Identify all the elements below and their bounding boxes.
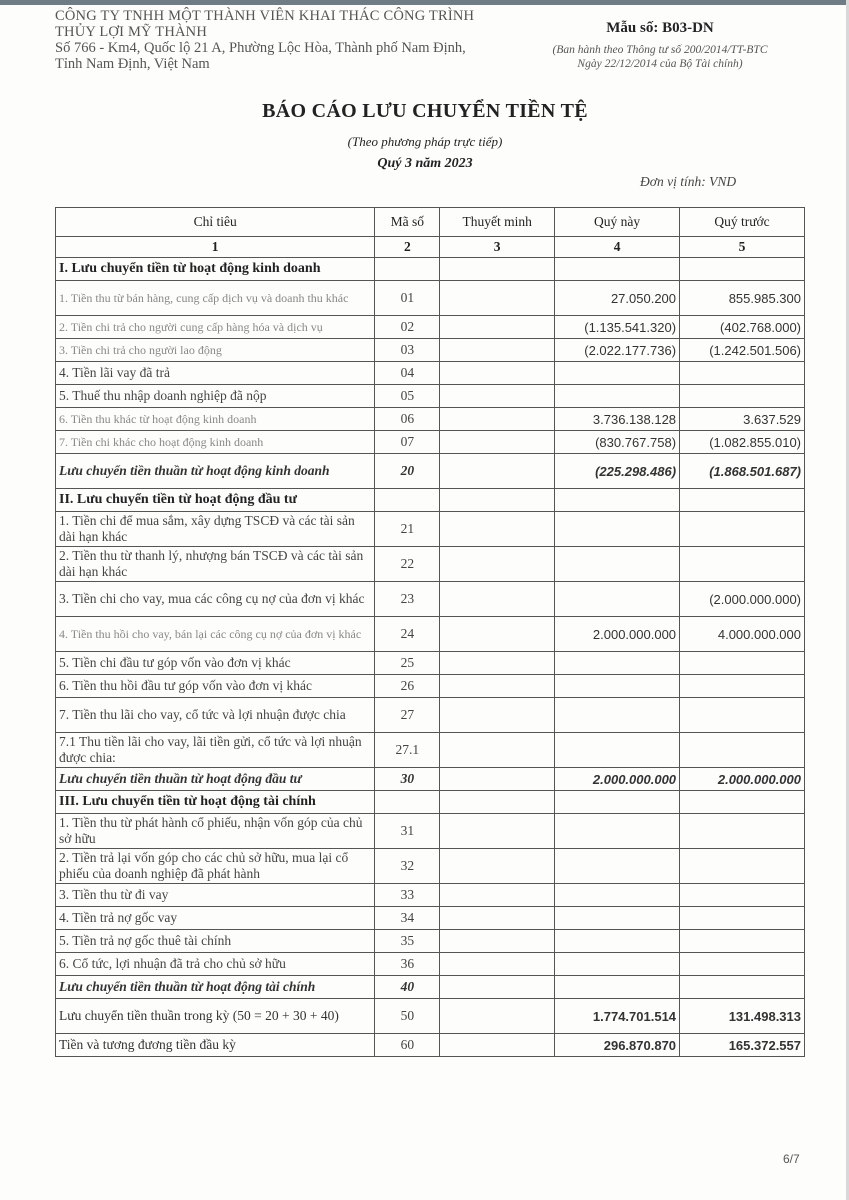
row-current-quarter: 296.870.870 <box>555 1034 680 1057</box>
header-note: Thuyết minh <box>440 208 555 237</box>
row-previous-quarter <box>680 849 805 884</box>
row-label: 7. Tiền chi khác cho hoạt động kinh doanh <box>56 431 375 454</box>
header-indicator: Chỉ tiêu <box>56 208 375 237</box>
table-row <box>56 884 805 907</box>
row-note <box>440 489 555 512</box>
row-code: 33 <box>375 884 440 907</box>
row-label: 5. Tiền trả nợ gốc thuê tài chính <box>56 930 375 953</box>
row-note <box>440 362 555 385</box>
row-previous-quarter <box>680 698 805 733</box>
row-note <box>440 976 555 999</box>
row-note <box>440 316 555 339</box>
table-row <box>56 849 805 884</box>
row-label: Lưu chuyển tiền thuần từ hoạt động đầu tư <box>56 768 375 791</box>
company-address-line2: Tỉnh Nam Định, Việt Nam <box>55 56 210 72</box>
report-period: Quý 3 năm 2023 <box>377 156 473 171</box>
row-label: 3. Tiền thu từ đi vay <box>56 884 375 907</box>
row-previous-quarter: 4.000.000.000 <box>680 617 805 652</box>
row-code <box>375 258 440 281</box>
form-note-line2: Ngày 22/12/2014 của Bộ Tài chính) <box>577 58 743 70</box>
row-previous-quarter: 165.372.557 <box>680 1034 805 1057</box>
row-code <box>375 791 440 814</box>
row-note <box>440 258 555 281</box>
row-current-quarter <box>555 953 680 976</box>
report-title-block <box>200 100 650 172</box>
row-current-quarter <box>555 258 680 281</box>
column-number: 2 <box>375 237 440 258</box>
row-current-quarter <box>555 976 680 999</box>
page-number: 6/7 <box>783 1152 800 1166</box>
row-label: 1. Tiền thu từ bán hàng, cung cấp dịch vụ và doanh thu khác <box>56 281 375 316</box>
row-label: 6. Tiền thu hồi đầu tư góp vốn vào đơn vị khác <box>56 675 375 698</box>
row-code: 22 <box>375 547 440 582</box>
row-note <box>440 675 555 698</box>
row-previous-quarter: 3.637.529 <box>680 408 805 431</box>
row-code: 04 <box>375 362 440 385</box>
row-code: 02 <box>375 316 440 339</box>
row-current-quarter <box>555 652 680 675</box>
row-current-quarter <box>555 385 680 408</box>
column-number: 3 <box>440 237 555 258</box>
table-row <box>56 582 805 617</box>
row-note <box>440 768 555 791</box>
row-note <box>440 733 555 768</box>
row-code: 05 <box>375 385 440 408</box>
row-label: III. Lưu chuyển tiền từ hoạt động tài chính <box>56 791 375 814</box>
subtotal-row <box>56 976 805 999</box>
row-note <box>440 408 555 431</box>
row-note <box>440 953 555 976</box>
row-note <box>440 431 555 454</box>
row-label: 4. Tiền lãi vay đã trả <box>56 362 375 385</box>
row-current-quarter <box>555 849 680 884</box>
row-label: 2. Tiền trả lại vốn góp cho các chủ sở hữu, mua lại cổ phiếu của doanh nghiệp đã phát hành <box>56 849 375 884</box>
company-header <box>55 8 474 72</box>
row-label: Tiền và tương đương tiền đầu kỳ <box>56 1034 375 1057</box>
row-note <box>440 698 555 733</box>
row-previous-quarter: 131.498.313 <box>680 999 805 1034</box>
row-current-quarter: 2.000.000.000 <box>555 617 680 652</box>
row-code: 01 <box>375 281 440 316</box>
row-current-quarter <box>555 582 680 617</box>
total-row <box>56 999 805 1034</box>
table-row <box>56 316 805 339</box>
table-row <box>56 930 805 953</box>
row-label: I. Lưu chuyển tiền từ hoạt động kinh doanh <box>56 258 375 281</box>
table-row <box>56 907 805 930</box>
row-previous-quarter: 855.985.300 <box>680 281 805 316</box>
row-label: 3. Tiền chi cho vay, mua các công cụ nợ của đơn vị khác <box>56 582 375 617</box>
row-current-quarter <box>555 814 680 849</box>
row-note <box>440 652 555 675</box>
row-label: 3. Tiền chi trả cho người lao động <box>56 339 375 362</box>
row-current-quarter <box>555 362 680 385</box>
row-code <box>375 489 440 512</box>
row-note <box>440 454 555 489</box>
table-row <box>56 362 805 385</box>
column-number: 5 <box>680 237 805 258</box>
row-label: 1. Tiền chi để mua sắm, xây dựng TSCĐ và các tài sản dài hạn khác <box>56 512 375 547</box>
row-previous-quarter: (1.868.501.687) <box>680 454 805 489</box>
table-row <box>56 675 805 698</box>
header-current-quarter: Quý này <box>555 208 680 237</box>
row-code: 06 <box>375 408 440 431</box>
row-label: Lưu chuyển tiền thuần trong kỳ (50 = 20 + 30 + 40) <box>56 999 375 1034</box>
row-previous-quarter <box>680 362 805 385</box>
company-address-line1: Số 766 - Km4, Quốc lộ 21 A, Phường Lộc Hòa, Thành phố Nam Định, <box>55 40 466 56</box>
row-code: 35 <box>375 930 440 953</box>
row-code: 27 <box>375 698 440 733</box>
row-code: 30 <box>375 768 440 791</box>
column-number-row <box>56 237 805 258</box>
row-label: Lưu chuyển tiền thuần từ hoạt động tài chính <box>56 976 375 999</box>
table-row <box>56 698 805 733</box>
row-current-quarter <box>555 489 680 512</box>
row-code: 50 <box>375 999 440 1034</box>
total-row <box>56 1034 805 1057</box>
row-previous-quarter <box>680 884 805 907</box>
row-previous-quarter <box>680 733 805 768</box>
section-row <box>56 791 805 814</box>
row-current-quarter <box>555 907 680 930</box>
row-previous-quarter <box>680 652 805 675</box>
row-label: 2. Tiền chi trả cho người cung cấp hàng hóa và dịch vụ <box>56 316 375 339</box>
row-label: 5. Thuế thu nhập doanh nghiệp đã nộp <box>56 385 375 408</box>
currency-unit: Đơn vị tính: VND <box>640 174 737 189</box>
row-note <box>440 385 555 408</box>
row-label: 5. Tiền chi đầu tư góp vốn vào đơn vị khác <box>56 652 375 675</box>
row-label: 2. Tiền thu từ thanh lý, nhượng bán TSCĐ và các tài sản dài hạn khác <box>56 547 375 582</box>
table-row <box>56 339 805 362</box>
scan-top-edge <box>0 0 849 5</box>
row-code: 34 <box>375 907 440 930</box>
row-label: 6. Cổ tức, lợi nhuận đã trả cho chủ sở hữu <box>56 953 375 976</box>
row-previous-quarter <box>680 791 805 814</box>
header-previous-quarter: Quý trước <box>680 208 805 237</box>
cash-flow-table <box>55 207 805 1057</box>
form-note <box>510 43 810 71</box>
row-current-quarter: (830.767.758) <box>555 431 680 454</box>
row-previous-quarter: (402.768.000) <box>680 316 805 339</box>
row-note <box>440 281 555 316</box>
company-name-line1: CÔNG TY TNHH MỘT THÀNH VIÊN KHAI THÁC CÔNG TRÌNH <box>55 8 475 24</box>
row-code: 23 <box>375 582 440 617</box>
row-previous-quarter <box>680 512 805 547</box>
row-code: 20 <box>375 454 440 489</box>
row-code: 40 <box>375 976 440 999</box>
row-note <box>440 617 555 652</box>
row-label: 6. Tiền thu khác từ hoạt động kinh doanh <box>56 408 375 431</box>
column-number: 4 <box>555 237 680 258</box>
row-note <box>440 884 555 907</box>
company-name-line2: THỦY LỢI MỸ THÀNH <box>55 24 208 40</box>
form-number: Mẫu số: B03-DN <box>606 20 714 36</box>
table-row <box>56 281 805 316</box>
row-previous-quarter <box>680 953 805 976</box>
row-label: II. Lưu chuyển tiền từ hoạt động đầu tư <box>56 489 375 512</box>
row-code: 32 <box>375 849 440 884</box>
row-note <box>440 339 555 362</box>
section-row <box>56 258 805 281</box>
row-previous-quarter: (1.242.501.506) <box>680 339 805 362</box>
section-row <box>56 489 805 512</box>
row-note <box>440 849 555 884</box>
row-note <box>440 907 555 930</box>
row-previous-quarter <box>680 675 805 698</box>
table-row <box>56 733 805 768</box>
row-code: 26 <box>375 675 440 698</box>
row-note <box>440 512 555 547</box>
row-previous-quarter <box>680 258 805 281</box>
table-row <box>56 385 805 408</box>
row-previous-quarter <box>680 814 805 849</box>
column-number: 1 <box>56 237 375 258</box>
row-current-quarter: 27.050.200 <box>555 281 680 316</box>
row-code: 27.1 <box>375 733 440 768</box>
row-current-quarter: 2.000.000.000 <box>555 768 680 791</box>
table-row <box>56 408 805 431</box>
row-code: 24 <box>375 617 440 652</box>
row-current-quarter: 1.774.701.514 <box>555 999 680 1034</box>
row-code: 03 <box>375 339 440 362</box>
row-code: 60 <box>375 1034 440 1057</box>
row-previous-quarter <box>680 930 805 953</box>
row-current-quarter <box>555 547 680 582</box>
row-current-quarter <box>555 512 680 547</box>
row-note <box>440 791 555 814</box>
row-current-quarter: 3.736.138.128 <box>555 408 680 431</box>
row-current-quarter <box>555 675 680 698</box>
row-previous-quarter <box>680 907 805 930</box>
row-previous-quarter <box>680 489 805 512</box>
row-label: 1. Tiền thu từ phát hành cổ phiếu, nhận vốn góp của chủ sở hữu <box>56 814 375 849</box>
subtotal-row <box>56 454 805 489</box>
row-current-quarter <box>555 698 680 733</box>
row-current-quarter: (1.135.541.320) <box>555 316 680 339</box>
subtotal-row <box>56 768 805 791</box>
table-row <box>56 431 805 454</box>
table-row <box>56 814 805 849</box>
row-previous-quarter: (1.082.855.010) <box>680 431 805 454</box>
row-code: 21 <box>375 512 440 547</box>
form-note-line1: (Ban hành theo Thông tư số 200/2014/TT-BTC <box>552 44 768 56</box>
report-title: BÁO CÁO LƯU CHUYỂN TIỀN TỆ <box>262 100 588 122</box>
row-label: 4. Tiền thu hồi cho vay, bán lại các công cụ nợ của đơn vị khác <box>56 617 375 652</box>
row-previous-quarter <box>680 547 805 582</box>
row-current-quarter <box>555 930 680 953</box>
row-previous-quarter <box>680 976 805 999</box>
row-current-quarter <box>555 733 680 768</box>
row-code: 36 <box>375 953 440 976</box>
row-label: 4. Tiền trả nợ gốc vay <box>56 907 375 930</box>
row-code: 31 <box>375 814 440 849</box>
table-row <box>56 953 805 976</box>
table-row <box>56 512 805 547</box>
table-row <box>56 652 805 675</box>
table-row <box>56 547 805 582</box>
form-info <box>510 20 810 71</box>
row-note <box>440 814 555 849</box>
row-note <box>440 930 555 953</box>
row-current-quarter: (2.022.177.736) <box>555 339 680 362</box>
row-note <box>440 547 555 582</box>
row-current-quarter: (225.298.486) <box>555 454 680 489</box>
table-body <box>56 258 805 1057</box>
report-method: (Theo phương pháp trực tiếp) <box>347 134 503 149</box>
row-label: 7.1 Thu tiền lãi cho vay, lãi tiền gửi, cổ tức và lợi nhuận được chia: <box>56 733 375 768</box>
row-previous-quarter: (2.000.000.000) <box>680 582 805 617</box>
row-current-quarter <box>555 884 680 907</box>
row-current-quarter <box>555 791 680 814</box>
row-previous-quarter: 2.000.000.000 <box>680 768 805 791</box>
row-code: 25 <box>375 652 440 675</box>
header-row <box>56 208 805 237</box>
row-note <box>440 582 555 617</box>
row-previous-quarter <box>680 385 805 408</box>
row-note <box>440 999 555 1034</box>
row-note <box>440 1034 555 1057</box>
row-label: Lưu chuyển tiền thuần từ hoạt động kinh doanh <box>56 454 375 489</box>
row-label: 7. Tiền thu lãi cho vay, cổ tức và lợi nhuận được chia <box>56 698 375 733</box>
table-row <box>56 617 805 652</box>
header-code: Mã số <box>375 208 440 237</box>
row-code: 07 <box>375 431 440 454</box>
